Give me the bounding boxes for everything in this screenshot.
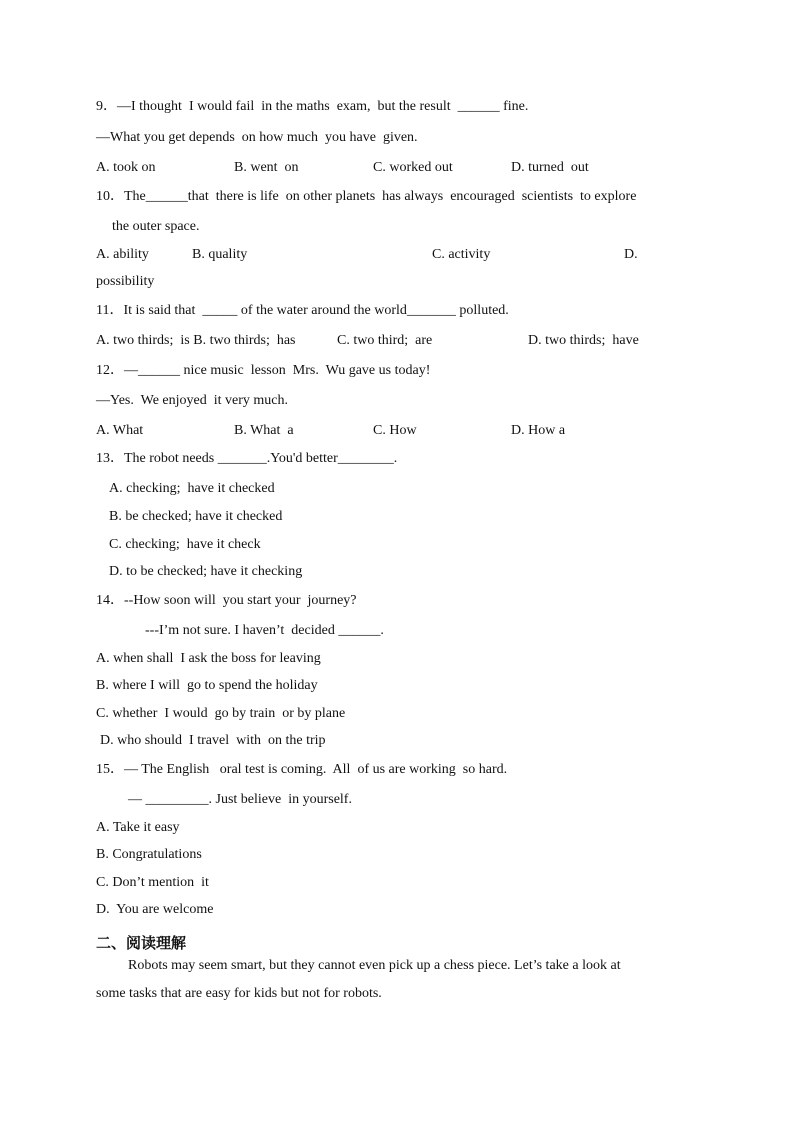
option-d: D. turned out <box>511 160 589 175</box>
option-d: D. who should I travel with on the trip <box>100 733 326 748</box>
option-d: D. How a <box>511 423 566 438</box>
option-c: C. two third; are <box>337 333 433 348</box>
question-stem: 10．The______that there is life on other planets has always encouraged scientists to explore <box>96 189 637 204</box>
question-stem-reply: — _________. Just believe in yourself. <box>128 792 352 807</box>
option-b: B. where I will go to spend the holiday <box>96 678 318 693</box>
option-b: B. went on <box>234 160 299 175</box>
question-stem: 9．—I thought I would fail in the maths exam, but the result ______ fine. <box>96 99 529 114</box>
question-stem: 14．--How soon will you start your journey? <box>96 593 357 608</box>
option-b: B. quality <box>192 247 248 262</box>
option-c: C. activity <box>432 247 491 262</box>
question-stem-reply: —Yes. We enjoyed it very much. <box>96 393 289 408</box>
option-c: C. checking; have it check <box>109 537 261 552</box>
option-a: A. when shall I ask the boss for leaving <box>96 651 321 666</box>
section-heading: 二、阅读理解 <box>96 934 187 952</box>
option-a-b: A. two thirds; is B. two thirds; has <box>96 333 296 348</box>
option-a: A. Take it easy <box>96 820 180 835</box>
option-c: C. worked out <box>373 160 453 175</box>
option-c: C. Don’t mention it <box>96 875 209 890</box>
paragraph-line: some tasks that are easy for kids but not for robots. <box>96 986 382 1001</box>
option-d-text: possibility <box>96 274 155 289</box>
option-a: A. ability <box>96 247 149 262</box>
option-d: D. You are welcome <box>96 902 214 917</box>
option-b: B. Congratulations <box>96 847 202 862</box>
question-stem-reply: —What you get depends on how much you have given. <box>96 130 418 145</box>
question-stem: 15．— The English oral test is coming. All of us are working so hard. <box>96 762 508 777</box>
question-stem-continued: the outer space. <box>112 219 200 234</box>
question-stem: 13．The robot needs _______.You'd better________. <box>96 451 398 466</box>
option-b: B. What a <box>234 423 294 438</box>
option-c: C. How <box>373 423 417 438</box>
option-b: B. be checked; have it checked <box>109 509 283 524</box>
option-a: A. What <box>96 423 144 438</box>
option-a: A. checking; have it checked <box>109 481 275 496</box>
question-stem: 11．It is said that _____ of the water around the world_______ polluted. <box>96 303 509 318</box>
question-stem-reply: ---I’m not sure. I haven’t decided ______. <box>145 623 384 638</box>
option-d: D. to be checked; have it checking <box>109 564 303 579</box>
option-c: C. whether I would go by train or by plane <box>96 706 346 721</box>
paragraph-line: Robots may seem smart, but they cannot even pick up a chess piece. Let’s take a look at <box>128 958 621 973</box>
option-a: A. took on <box>96 160 156 175</box>
option-d: D. <box>624 247 638 262</box>
question-stem: 12．—______ nice music lesson Mrs. Wu gave us today! <box>96 363 431 378</box>
option-d: D. two thirds; have <box>528 333 639 348</box>
